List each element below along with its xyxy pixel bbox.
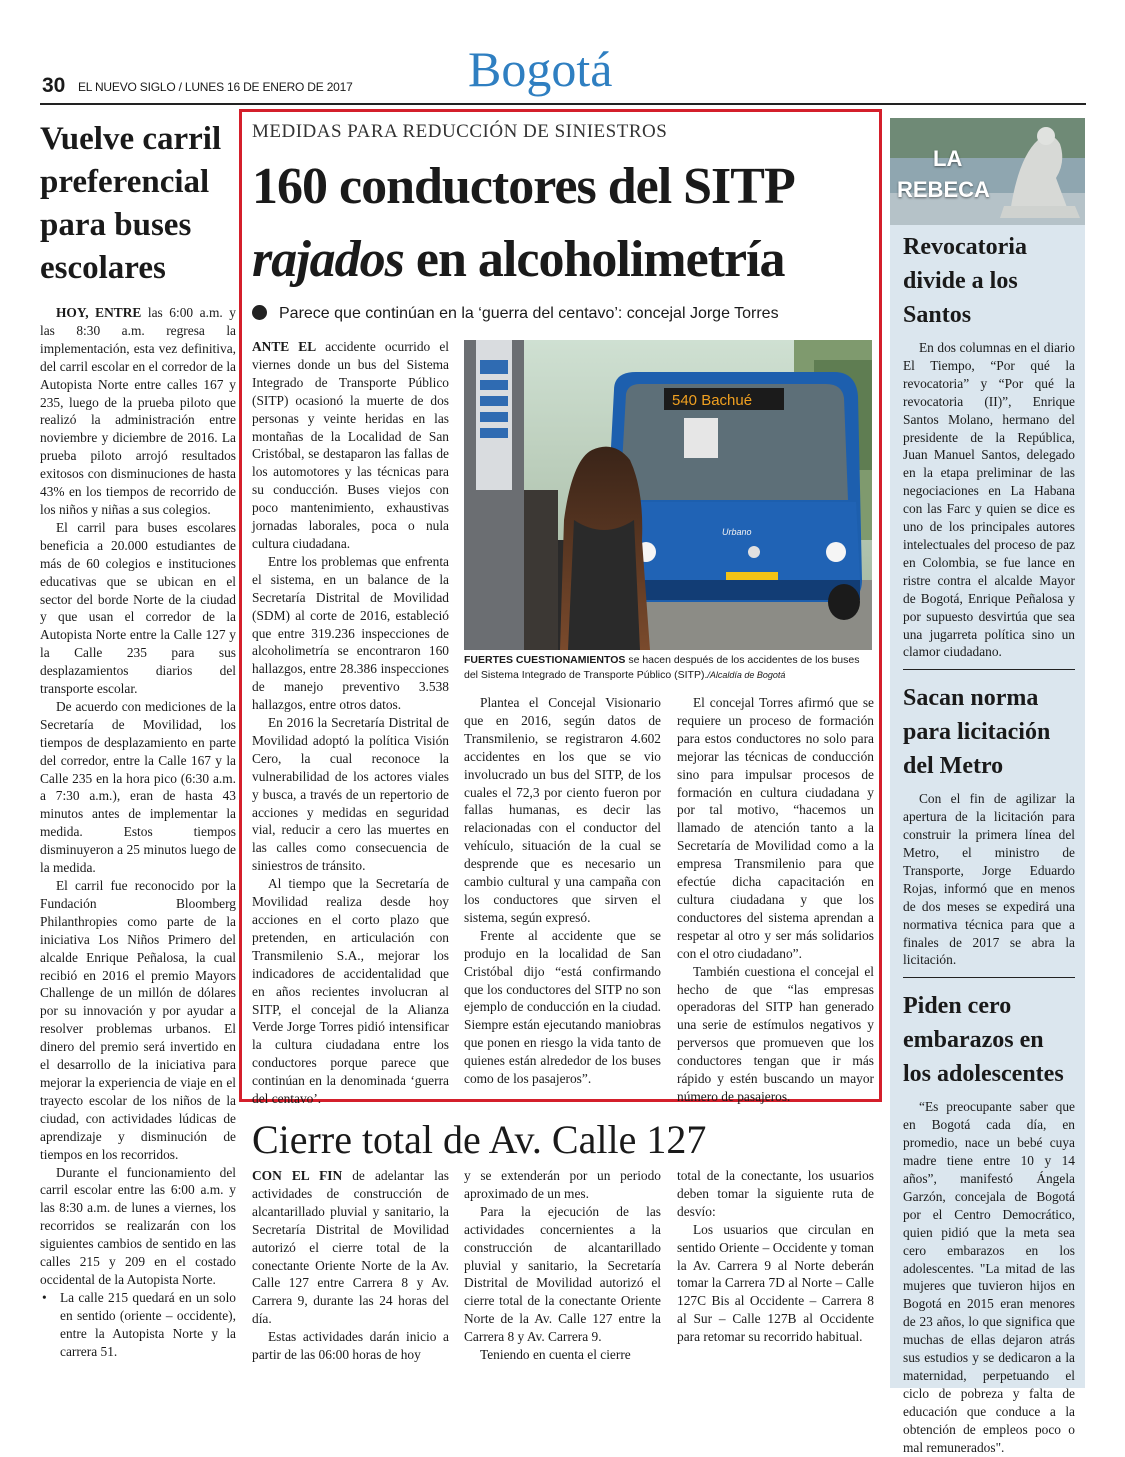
sidebar-stories	[903, 230, 1075, 1457]
bus-route-sign: 540 Bachué	[672, 392, 753, 409]
page-number: 30	[42, 74, 66, 97]
sidebar-story-text: “Es preocupante saber que en Bogotá cada día, en promedio, nace un bebé cuya madre tiene entre 10 y 14 años”, manifestó Ángela Garzón, concejala de Bogotá por el Centro Democrático, quien pidió que la meta sea cero embarazos en los adolescentes. "La mitad de las mujeres que tuvieron hijos en Bogotá en 2015 eran menores de 23 años, lo que significa que muchas de ellas dejaron atrás sus estudios y se dedicaron a la maternidad, perpetuando el ciclo de pobreza y falta de educación que conduce a la obtención de empleos poco o mal remunerados".	[903, 1099, 1075, 1455]
bullet-item: • La calle 215 quedará en un solo en sentido (oriente – occidente), entre la Autopista Norte y la carrera 51.	[42, 1289, 236, 1359]
sidebar-story-text: Con el fin de agilizar la apertura de la licitación para construir la primera línea del Metro, el ministro de Transporte, Jorge Eduardo Rojas, informó que en menos de dos meses se expedirá una normativa técnica para que a finales de 2017 se abra la licitación.	[903, 791, 1075, 968]
main-headline-line1: 160 conductores del SITP	[252, 158, 795, 215]
photo-credit: /Alcaldía de Bogotá	[707, 670, 786, 680]
main-story-lead: ANTE EL	[252, 339, 317, 354]
main-story-column-2	[464, 694, 661, 1088]
bottom-story-column-1: CON EL FIN de adelantar las actividades de construcción de alcantarillado pluvial y sanitario, la Secretaría Distrital de Movilidad autorizó el cierre total de la conectante Oriente Norte de la Av. Calle 127 entre Carrera 8 y Av. Carrera 9, durante las 24 horas del día. Estas actividades darán inicio a partir de las 06:00 horas de hoy	[252, 1168, 449, 1363]
main-story-column-3	[677, 694, 874, 1106]
paragraph: Al tiempo que la Secretaría de Movilidad realiza desde hoy acciones en el corto plazo que pretenden, en articulación con Transmilenio S.A., mejorar los indicadores de accidentalidad que en años recientes involucran al SITP, el concejal de la Alianza Verde Jorge Torres pidió intensificar la cultura ciudadana entre los conductores porque parece que continúan en la denominada ‘guerra del centavo’.	[252, 876, 449, 1107]
bullet-icon	[252, 305, 267, 320]
paragraph: Teniendo en cuenta el cierre	[480, 1347, 631, 1363]
paragraph: Los usuarios que circulan en sentido Oriente – Occidente y toman la Av. Carrera 9 al Norte deberán tomar la Carrera 7D al Norte – Calle 127C Bis al Occidente – Carrera 8 al Sur – Calle 127B al Occidente para retomar su recorrido habitual.	[677, 1221, 874, 1345]
sidebar-story-headline: Sacan norma para licitación del Metro	[903, 685, 1051, 780]
paragraph: Frente al accidente que se produjo en la localidad de San Cristóbal dijo “está confirmando que los conductores del SITP no son ejemplo de conducción en la ciudad. Siempre están ejecutando maniobras que ponen en riesgo la vida tanto de quienes están alrededor de los buses como de los pasajeros”.	[464, 927, 661, 1087]
main-story-column-1: ANTE EL accidente ocurrido el viernes donde un bus del Sistema Integrado de Transporte Público (SITP) ocasionó la muerte de dos personas y veinte heridas en las montañas de la Localidad de San Cristóbal, se destaparon las fallas de los automotores y las técnicas para su conducción. Buses viejos con poco mantenimiento, exhaustivas jornadas laborales, poca o nula cultura ciudadana. Entre los problemas que enfrenta el sistema, en un balance de la Secretaría Distrital de Movilidad (SDM) al corte de 2016, estableció que entre 319.236 inspecciones de alcoholimetría se encontraron 160 hallazgos, entre 28.386 inspecciones de manejo preventivo 3.538 hallazgos, entre otros datos. En 2016 la Secretaría Distrital de Movilidad adoptó la política Visión Cero, la cual reconoce la vulnerabilidad de los actores viales y busca, a través de un repertorio de acciones y medidas en seguridad vial, reducir a cero las muertes en las calles como consecuencia de siniestros de tránsito. Al tiempo que la Secretaría de Movilidad realiza desde hoy acciones en el corto plazo que pretenden, en articulación con Transmilenio S.A., mejorar los indicadores de accidentalidad que en años recientes involucran al SITP, el concejal de la Alianza Verde Jorge Torres pidió intensificar la cultura ciudadana entre los conductores porque parece que continúan en la denominada ‘guerra del centavo’.	[252, 339, 449, 1107]
la-rebeca-label: LA REBECA	[897, 146, 990, 202]
paragraph: También cuestiona el concejal el hecho de que “las empresas operadoras del SITP han generado una serie de estímulos negativos y perversos que promueven que los conductores tengan que ir más rápido y estén buscando un mayor número de pasajeros.	[677, 963, 874, 1104]
bullet-icon: •	[42, 1289, 47, 1305]
paragraph: El concejal Torres afirmó que se requiere un proceso de formación para estos conductores no solo para mejorar las técnicas de conducción sino para impulsar procesos de formación en cultura ciudadana y por tal motivo, “hacemos un llamado de atención tanto a la Secretaría de Movilidad como a la empresa Transmilenio para que efectúe dicha capacitación en cultura ciudadana y que los conductores del sistema aprendan a respetar al otro y ser más solidarios con el otro ciudadano”.	[677, 695, 874, 961]
paragraph: En 2016 la Secretaría Distrital de Movilidad adoptó la política Visión Cero, la cual reconoce la vulnerabilidad de los actores viales y busca, a través de un repertorio de acciones y medidas en seguridad vial, reducir a cero las muertes en las calles como consecuencia de siniestros de tránsito.	[252, 715, 449, 874]
sidebar-story-headline: Revocatoria divide a los Santos	[903, 234, 1027, 328]
main-story-deck: Parece que continúan en la ‘guerra del centavo’: concejal Jorge Torres	[252, 305, 882, 323]
paragraph: El carril para buses escolares beneficia a 20.000 estudiantes de más de 60 colegios e instituciones educativas que se ubican en el sector del borde Norte de la ciudad y que usan el corredor de la Autopista Norte entre la Calle 127 y la Calle 235 para sus desplazamientos diarios del transporte escolar.	[40, 519, 236, 697]
paragraph: Entre los problemas que enfrenta el sistema, en un balance de la Secretaría Distrital de Movilidad (SDM) al corte de 2016, estableció que entre 319.236 inspecciones de alcoholimetría se encontraron 160 hallazgos, entre 28.386 inspecciones de manejo preventivo 3.538 hallazgos, entre otros datos.	[252, 553, 449, 713]
paragraph: El carril fue reconocido por la Fundación Bloomberg Philanthropies como parte de la iniciativa Los Niños Primero del alcalde Enrique Peñalosa, la cual recibió en 2016 el premio Mayors Challenge de un millón de dólares por su innovación y por ayudar a resolver problemas urbanos. El dinero del premio será invertido en el desarrollo de la iniciativa para mejorar la experiencia de viaje en el trayecto escolar de los niños de la ciudad, con actividades lúdicas de aprendizaje y disminución de tiempos en los recorridos.	[40, 878, 236, 1162]
left-story-headline: Vuelve carril preferencial para buses escolares	[40, 121, 222, 286]
header-rule	[40, 103, 1086, 105]
left-story-body	[40, 304, 236, 1360]
sidebar-story-headline: Piden cero embarazos en los adolescentes	[903, 993, 1064, 1088]
paragraph: Para la ejecución de las actividades concernientes a la construcción de alcantarillado pluvial y sanitario, la Secretaría Distrital de Movilidad autorizó el cierre total de la conectante Oriente Norte de la Av. Calle 127 entre la Carrera 8 y Av. Carrera 9.	[464, 1203, 661, 1345]
dateline: EL NUEVO SIGLO / LUNES 16 DE ENERO DE 2017	[78, 80, 353, 94]
divider	[903, 977, 1075, 978]
bottom-story-column-2	[464, 1167, 661, 1364]
bus-photo	[464, 340, 872, 650]
divider	[903, 669, 1075, 670]
bus-brand: Urbano	[722, 527, 752, 537]
bottom-story-column-3	[677, 1167, 874, 1346]
bottom-story-lead: CON EL FIN	[252, 1168, 343, 1183]
left-story-lead: HOY, ENTRE	[56, 305, 142, 320]
paragraph: Durante el funcionamiento del carril escolar entre las 6:00 a.m. y las 8:30 a.m. de lunes a viernes, los recorridos se realizarán con los siguientes cambios de sentido en las calles 215 y 209 en el costado occidental de la Autopista Norte.	[40, 1164, 236, 1287]
bottom-story-headline: Cierre total de Av. Calle 127	[252, 1117, 707, 1162]
main-story-kicker: MEDIDAS PARA REDUCCIÓN DE SINIESTROS	[252, 121, 668, 142]
photo-caption: FUERTES CUESTIONAMIENTOS se hacen después de los accidentes de los buses del Sistema Integrado de Transporte Público (SITP)./Alcaldía de Bogotá	[464, 654, 860, 681]
main-headline-line2: rajados en alcoholimetría	[252, 231, 785, 288]
paragraph: y se extenderán por un periodo aproximado de un mes.	[464, 1168, 661, 1201]
paragraph: Estas actividades darán inicio a partir de las 06:00 horas de hoy	[252, 1329, 449, 1363]
paragraph: las 6:00 a.m. y las 8:30 a.m. regresa la implementación, esta vez definitiva, del carril escolar en el corredor de la Autopista Norte entre calles 167 y 235, luego de la prueba piloto que realizó la administración entre noviembre y diciembre de 2016. La prueba piloto arrojó resultados exitosos con disminuciones de hasta 43% en los tiempos de recorrido de los niños y niñas a sus colegios.	[40, 305, 236, 517]
paragraph: Plantea el Concejal Visionario que en 2016, según datos de Transmilenio, se registraron 4.602 accidentes en los que se vio involucrado un bus del SITP, de los cuales el 72,3 por ciento fueron por fallas humanas, es decir las relacionadas con el conductor del vehículo, situación de la cual se desprende que es necesario un cambio cultural y una campaña con los conductores que sirven el sistema, según expresó.	[464, 695, 661, 925]
section-title: Bogotá	[468, 41, 613, 97]
paragraph: total de la conectante, los usuarios deben tomar la siguiente ruta de desvío:	[677, 1168, 874, 1219]
sidebar-story-text: En dos columnas en el diario El Tiempo, “Por qué la revocatoria” y “Por qué la revocatoria (II)”, Enrique Santos Molano, hermano del presidente de la República, Juan Manuel Santos, delegado en la etapa preliminar de las negociaciones en La Habana con las Farc y quien se dice es uno de los principales autores intelectuales del proceso de paz en Colombia, se fue lance en ristre contra el alcalde Mayor de Bogotá, Enrique Peñalosa y por supuesto desvirtúa que sea una jugarreta política sino un clamor ciudadano.	[903, 340, 1075, 660]
paragraph: De acuerdo con mediciones de la Secretaría de Movilidad, los tiempos de desplazamiento en parte del corredor, entre la Calle 167 y la Calle 235 en la hora pico (6:30 a.m. a 7:30 a.m.), eran de hasta 43 minutos antes de implementar la medida. Estos tiempos disminuyeron a 25 minutos luego de la medida.	[40, 698, 236, 876]
left-story	[40, 118, 236, 1360]
